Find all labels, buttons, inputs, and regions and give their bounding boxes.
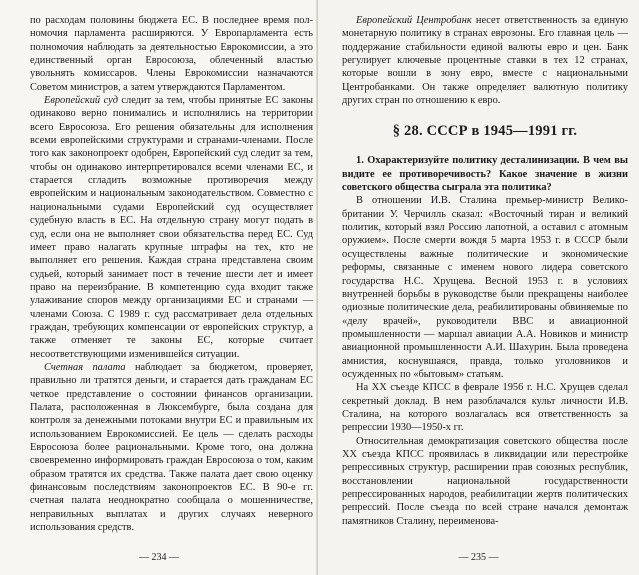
paragraph-court-of-auditors — [30, 361, 313, 534]
court-of-auditors-text: наблюдает за бюджетом, проверяет, правильно ли тратятся деньги, и старается дать гражданам ЕС четкое представление о состоянии финансов организации. Палата, расположенная в Люксембурге, была создана для контроля за денежными потоками внутри ЕС и правильным их использованием Еврокомиссией. Ее цель — сделать расходы Евросоюза более рациональными. Кроме того, она должна своевременно информировать граждан Евросоюза о том, каким образом тратятся их средства. Также палата дает свою оценку финансовым последствиям законопроектов ЕС. В 90-е гг. счетная палата неоднократно сообщала о мошенничестве, неправильных выплатах и других случаях неверного использования средств. — [30, 361, 313, 534]
european-court-text: следит за тем, чтобы принятые ЕС законы одинаково верно понимались и исполнялись на территории всего Евросоюза. Его решения обязательны для исполнения всеми европейскими структурами и странами-членами. После того как законопроект одобрен, Европейский суд следит за тем, чтобы он одинаково интерпретировался всеми членами ЕС, и старается сгладить возможные противоречия между европейским и национальным законодательством. Совместно с национальными судами Европейский суд осуществляет судебную власть в ЕС. На отдельную страну могут подать в суд, если она не выполняет свои обязательства перед ЕС. Суд имеет право налагать крупные штрафы на тех, кто не выполняет его решения. Каждая страна представлена своим судьей, который занимает пост в течение шести лет и имеет право на переизбрание. В компетенцию суда входит также улаживание споров между организациями ЕС и странами — членами Союза. С 1989 г. суд рассматривает дела отдельных граждан, требующих компенсации от европейских структур, а также отменяет те законы ЕС, которые считает несоответствующими изменившейся ситуации. — [30, 95, 313, 360]
paragraph-democratization: Относительная демократизация советского общества после XX съезда КПСС проявилась в ликвидации или перестройке репрессивных структур, расширении прав союзных республик, восстановлении национальной государственности репрессированных народов, реабилитации жертв политических репрессий. После съезда по всей стране начался демонтаж памятников Сталину, переименова- — [342, 435, 628, 527]
paragraph-churchill-quote: В отношении И.В. Сталина премьер-министр Великобритании У. Черчилль сказал: «Восточный тиран и великий политик, который взял Россию лапотной, а оставил с атомным оружием». После смерти вождя 5 марта 1953 г. в СССР были осуществлены важные политические и экономические реформы, связанные с именем нового лидера советского государства Н.С. Хрущева. Весной 1953 г. в условиях внутренней борьбы в руководстве были прекращены наиболее одиозные политические дела, реабилитированы обвиняемые по «делу врачей», руководители ВВС и авиационной промышленности — маршал авиации А.А. Новиков и министр авиационной промышленности А.И. Шахурин. Была проведена амнистия, коснувшаяся, правда, только уголовников и осужденных по «бытовым» статьям. — [342, 195, 628, 380]
paragraph-parliament: по расходам половины бюджета ЕС. В последнее время полномочия парламента расширяются. У Европарламента есть полномочия наблюдать за деятельностью Еврокомиссии, а это единственный орган Евросоюза, облеченный властью увольнять комиссаров. Члены Еврокомиссии назначаются Советом министров, а затем утверждаются Парламентом. — [30, 15, 313, 93]
term-central-bank: Европейский Центробанк — [356, 15, 472, 26]
left-page — [0, 0, 318, 575]
paragraph-european-court — [30, 94, 313, 361]
term-court-of-auditors: Счетная палата — [44, 361, 126, 373]
paragraph-twentieth-congress: На XX съезде КПСС в феврале 1956 г. Н.С. Хрущев сделал секретный доклад. В нем разоблачался культ личности И.В. Сталина, на которого возлагалась вся ответственность за репрессии 1930—1950-х гг. — [342, 382, 628, 434]
term-european-court: Европейский суд — [44, 95, 118, 107]
right-page-text — [342, 14, 628, 528]
section-title: § 28. СССР в 1945—1991 гг. — [392, 123, 578, 140]
central-bank-text: несет ответственность за единую монетарную политику в странах еврозоны. Его главная цель — поддержание стабильности единой валюты евро и цен. Банк регулирует ключевые процентные ставки в тех 12 странах, которые вошли в зону евро, вместе с национальными Центробанками. Он также определяет валютную политику других стран по отношению к евро. — [342, 15, 628, 107]
question-destalinization: 1. Охарактеризуйте политику десталинизации. В чем вы видите ее противоречивость? Какое значение в жизни советского общества сыграла эта политика? — [342, 155, 628, 194]
left-page-text — [30, 14, 313, 534]
right-page — [318, 0, 639, 575]
paragraph-central-bank — [342, 14, 628, 107]
page-number-left: — 234 — — [139, 552, 179, 563]
page-number-right: — 235 — — [458, 552, 499, 563]
